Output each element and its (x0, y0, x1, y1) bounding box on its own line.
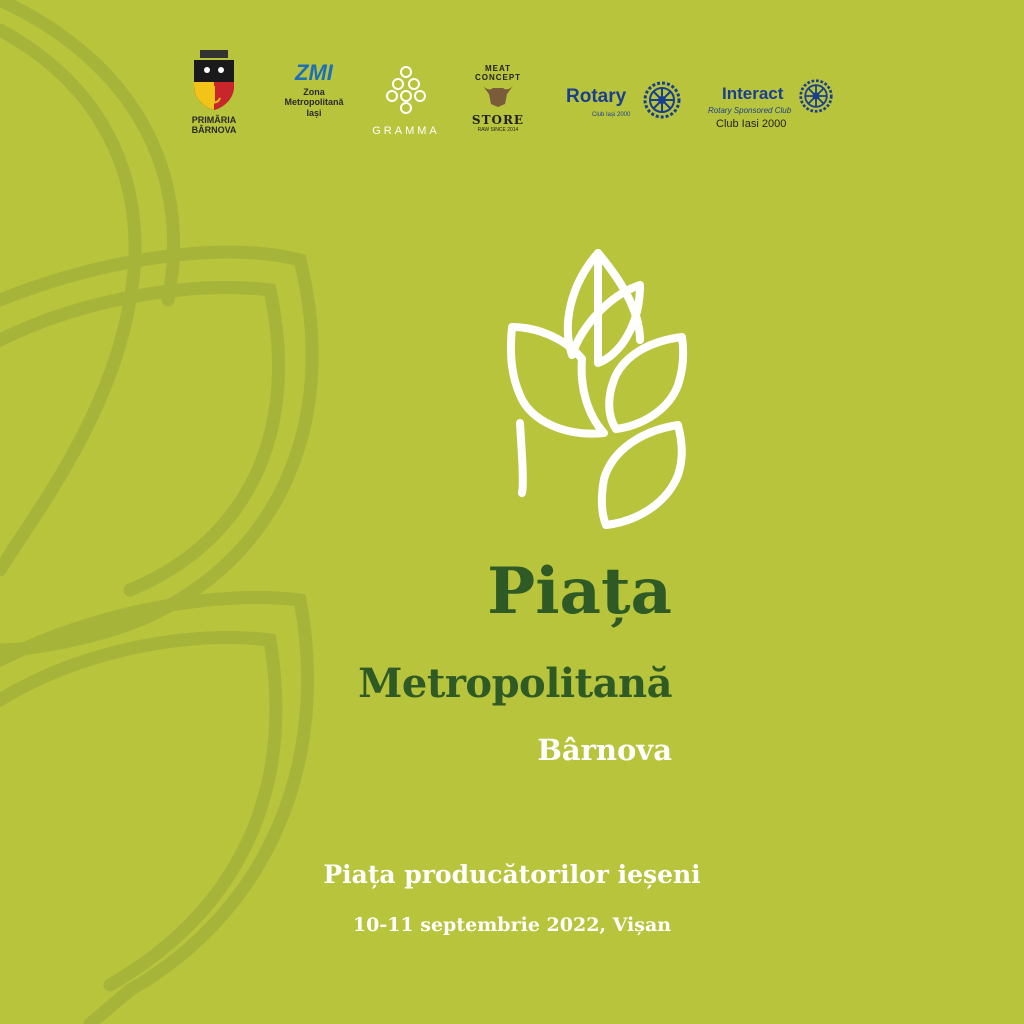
rotary-wheel-icon (798, 78, 834, 114)
primaria-line1: PRIMĂRIA (191, 115, 237, 125)
bull-icon (481, 82, 515, 108)
logo-zmi (274, 62, 354, 118)
gramma-name: GRAMMA (372, 125, 440, 137)
zmi-line3: Iași (306, 107, 322, 118)
event-subtitle: Piața producătorilor ieșeni (323, 860, 701, 889)
logo-meat-concept-store (462, 64, 534, 133)
wheat-leaf-logo-icon (500, 245, 700, 535)
title-metropolitana: Metropolitană (358, 660, 672, 707)
grape-icon (386, 64, 426, 118)
sponsor-logos (0, 50, 1024, 150)
rotary-wheel-icon (642, 80, 682, 120)
zmi-line2: Metropolitană (284, 97, 344, 108)
title-piata: Piața (487, 554, 672, 629)
title-barnova: Bârnova (537, 733, 672, 767)
logo-primaria-barnova (186, 50, 242, 136)
meat-arc-text: MEAT CONCEPT (474, 64, 522, 82)
rotary-name: Rotary (566, 86, 627, 107)
event-date: 10-11 septembrie 2022, Vișan (352, 914, 672, 936)
zmi-line1: Zona (303, 87, 325, 97)
interact-name: Interact (722, 84, 784, 103)
zmi-mark: ZMI (295, 60, 333, 85)
primaria-line2: BÂRNOVA (191, 125, 237, 136)
meat-tagline: RAW SINCE 2014 (477, 127, 519, 133)
meat-store-name: STORE (471, 113, 525, 127)
interact-line2: Rotary Sponsored Club (708, 106, 792, 115)
interact-line3: Club Iasi 2000 (716, 118, 787, 130)
coat-of-arms-icon (192, 50, 236, 110)
rotary-club: Club Iași 2000 (592, 112, 631, 118)
logo-gramma (366, 64, 446, 137)
